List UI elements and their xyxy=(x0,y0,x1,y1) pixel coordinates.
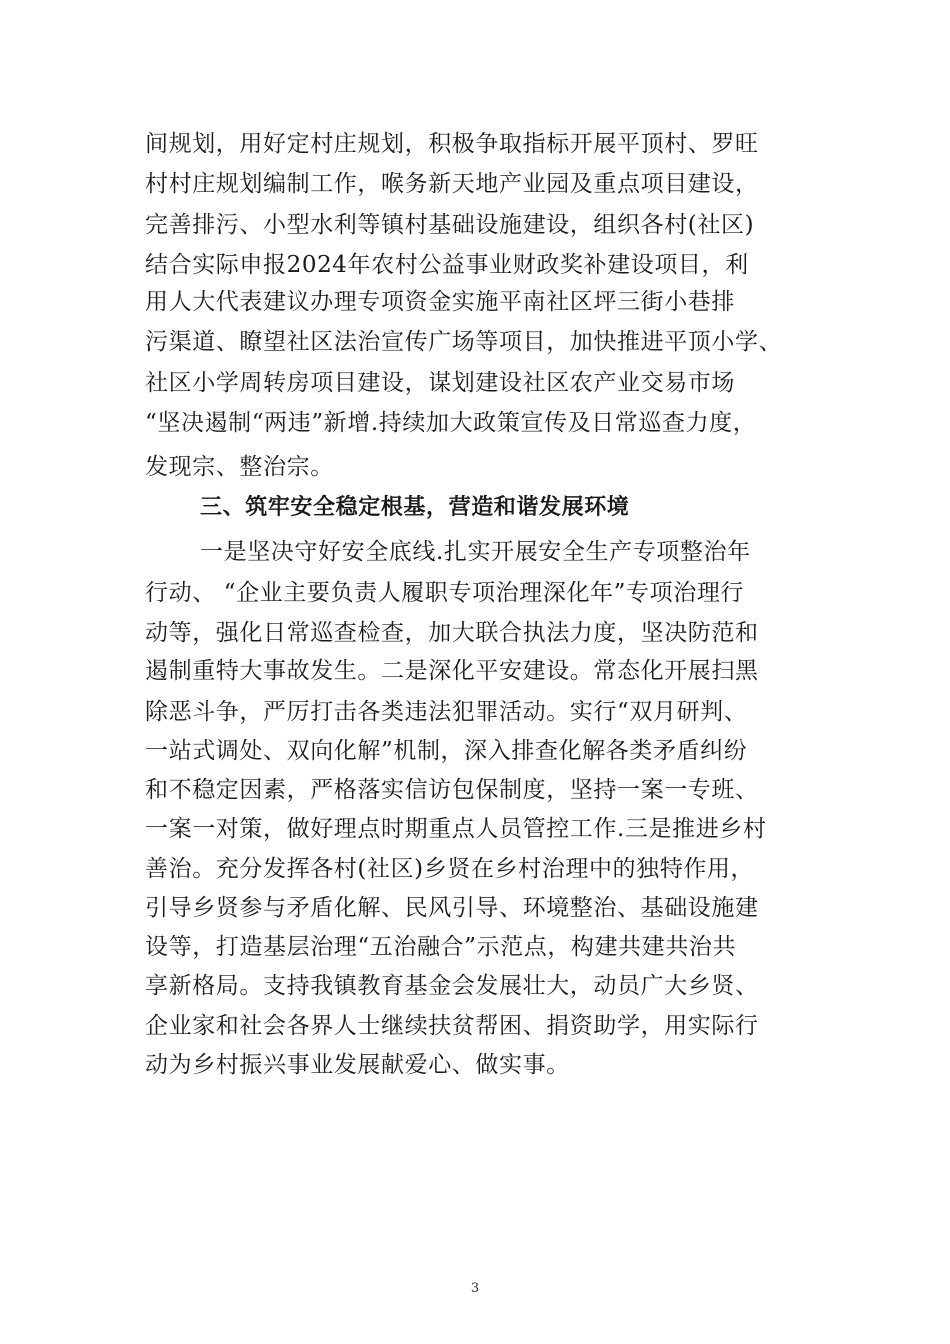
text-line: 善治。充分发挥各村(社区)乡贤在乡村治理中的独特作用， xyxy=(145,856,755,882)
text-line: 污渠道、瞭望社区法治宣传广场等项目，加快推进平顶小学、 xyxy=(145,329,783,355)
text-line: 间规划，用好定村庄规划，积极争取指标开展平顶村、罗旺 xyxy=(145,131,759,157)
text-line: 用人大代表建议办理专项资金实施平南社区坪三街小巷排 xyxy=(145,289,735,315)
text-line: 动等，强化日常巡查检查，加大联合执法力度，坚决防范和 xyxy=(145,620,759,646)
text-line: 企业家和社会各界人士继续扶贫帮困、捐资助学，用实际行 xyxy=(145,1013,759,1039)
section-heading: 三、筑牢安全稳定根基，营造和谐发展环境 xyxy=(200,495,630,520)
text-line: 一案一对策，做好理点时期重点人员管控工作.三是推进乡村 xyxy=(145,816,767,842)
text-line: 社区小学周转房项目建设，谋划建设社区农产业交易市场 xyxy=(145,370,735,396)
text-line: 除恶斗争，严厉打击各类违法犯罪活动。实行“双月研判、 xyxy=(145,699,748,725)
text-line: 动为乡村振兴事业发展献爱心、做实事。 xyxy=(145,1052,570,1078)
text-line: 享新格局。支持我镇教育基金会发展壮大，动员广大乡贤、 xyxy=(145,973,759,999)
text-line: 一站式调处、双向化解”机制，深入排查化解各类矛盾纠纷 xyxy=(145,738,748,764)
text-line: 行动、 “企业主要负责人履职专项治理深化年”专项治理行 xyxy=(145,580,745,606)
text-line: 完善排污、小型水利等镇村基础设施建设，组织各村(社区) xyxy=(145,212,755,238)
text-line: “坚决遏制“两违”新增.持续加大政策宣传及日常巡查力度， xyxy=(145,410,757,436)
text-line: 发现宗、整治宗。 xyxy=(145,454,334,480)
text-line: 结合实际申报2024年农村公益事业财政奖补建设项目，利 xyxy=(145,252,749,278)
text-line: 引导乡贤参与矛盾化解、民风引导、环境整治、基础设施建 xyxy=(145,895,759,921)
text-line: 和不稳定因素，严格落实信访包保制度，坚持一案一专班、 xyxy=(145,777,759,803)
text-line: 村村庄规划编制工作，喉务新天地产业园及重点项目建设， xyxy=(145,171,759,197)
text-line: 设等，打造基层治理“五治融合”示范点，构建共建共治共 xyxy=(145,934,737,960)
text-line: 一是坚决守好安全底线.扎实开展安全生产专项整治年 xyxy=(200,539,751,565)
text-line: 遏制重特大事故发生。二是深化平安建设。常态化开展扫黑 xyxy=(145,658,759,684)
page-number: 3 xyxy=(470,1281,480,1296)
